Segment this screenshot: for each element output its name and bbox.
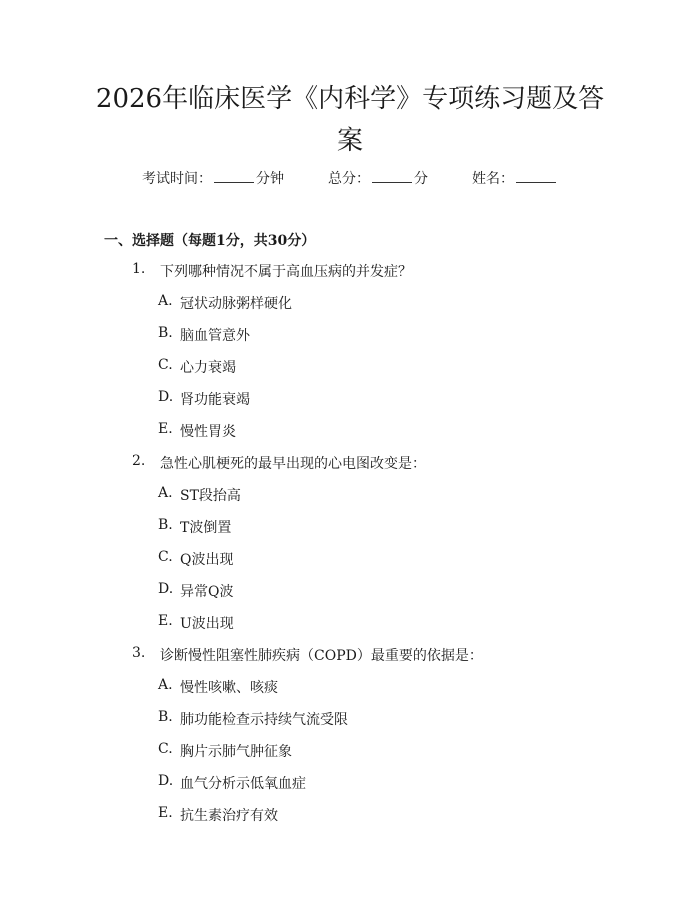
total-score-label: 总分： — [328, 171, 370, 187]
option-text: U波出现 — [180, 616, 234, 632]
question-2 — [132, 453, 426, 473]
option-item — [158, 677, 278, 697]
option-text: 冠状动脉粥样硬化 — [180, 296, 292, 312]
option-item — [158, 389, 250, 409]
option-key: B. — [158, 325, 173, 341]
option-text: 肾功能衰竭 — [180, 392, 250, 408]
exam-time-label: 考试时间： — [142, 171, 212, 187]
total-score-blank — [372, 168, 412, 183]
option-key: D. — [158, 773, 174, 789]
option-key: B. — [158, 709, 173, 725]
option-key: E. — [158, 421, 173, 437]
option-item — [158, 773, 306, 793]
option-item — [158, 421, 236, 441]
option-text: 慢性咳嗽、咳痰 — [180, 680, 278, 696]
option-item — [158, 293, 292, 313]
option-text: 异常Q波 — [180, 584, 234, 600]
option-key: B. — [158, 517, 173, 533]
option-text: 胸片示肺气肿征象 — [180, 744, 292, 760]
option-key: E. — [158, 805, 173, 821]
question-3 — [132, 645, 483, 665]
option-text: T波倒置 — [180, 520, 232, 536]
option-key: A. — [158, 485, 173, 501]
page-title: 2026年临床医学《内科学》专项练习题及答案 — [95, 84, 605, 156]
total-score-unit: 分 — [414, 171, 428, 187]
option-key: A. — [158, 293, 173, 309]
option-text: 血气分析示低氧血症 — [180, 776, 306, 792]
option-key: C. — [158, 549, 173, 565]
question-number: 1. — [132, 261, 146, 277]
option-item — [158, 613, 234, 633]
option-key: E. — [158, 613, 173, 629]
exam-time-blank — [214, 168, 254, 183]
option-text: 慢性胃炎 — [180, 424, 236, 440]
name-label: 姓名： — [472, 171, 514, 187]
section-heading: 一、选择题（每题1分，共30分） — [104, 233, 316, 249]
option-item — [158, 741, 292, 761]
option-key: C. — [158, 741, 173, 757]
option-item — [158, 709, 348, 729]
option-key: D. — [158, 389, 174, 405]
exam-time-unit: 分钟 — [256, 171, 284, 187]
option-text: ST段抬高 — [180, 488, 241, 504]
option-item — [158, 325, 250, 345]
question-1 — [132, 261, 412, 281]
option-item — [158, 581, 233, 601]
option-text: 抗生素治疗有效 — [180, 808, 278, 824]
name-blank — [516, 168, 556, 183]
option-item — [158, 357, 236, 377]
question-number: 2. — [132, 453, 146, 469]
option-item — [158, 549, 233, 569]
total-score-field — [328, 168, 428, 188]
option-key: A. — [158, 677, 173, 693]
question-text: 诊断慢性阻塞性肺疾病（COPD）最重要的依据是： — [160, 648, 483, 664]
option-text: 脑血管意外 — [180, 328, 250, 344]
option-key: D. — [158, 581, 174, 597]
question-text: 急性心肌梗死的最早出现的心电图改变是： — [160, 456, 426, 472]
question-number: 3. — [132, 645, 146, 661]
name-field — [472, 168, 558, 188]
option-key: C. — [158, 357, 173, 373]
option-item — [158, 485, 241, 505]
option-text: 心力衰竭 — [180, 360, 236, 376]
option-item — [158, 517, 231, 537]
exam-meta — [0, 168, 700, 188]
option-item — [158, 805, 278, 825]
option-text: Q波出现 — [180, 552, 234, 568]
exam-time-field — [142, 168, 284, 188]
option-text: 肺功能检查示持续气流受限 — [180, 712, 348, 728]
question-text: 下列哪种情况不属于高血压病的并发症？ — [160, 264, 412, 280]
